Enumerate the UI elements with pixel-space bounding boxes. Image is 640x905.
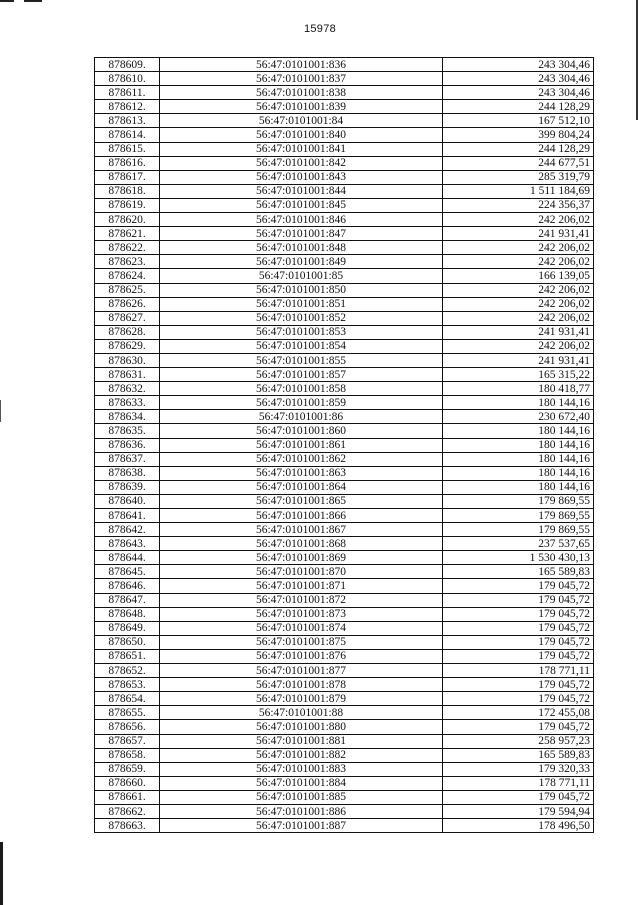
cadastral-number-cell: 56:47:0101001:858 bbox=[160, 382, 443, 396]
row-number-cell: 878611. bbox=[95, 86, 160, 100]
cadastral-number-cell: 56:47:0101001:863 bbox=[160, 466, 443, 480]
table-row bbox=[95, 227, 594, 241]
table-row bbox=[95, 368, 594, 382]
table-row bbox=[95, 325, 594, 339]
table-row bbox=[95, 509, 594, 523]
table-row bbox=[95, 621, 594, 635]
cadastral-value-cell: 180 418,77 bbox=[443, 382, 594, 396]
cadastral-value-cell: 172 455,08 bbox=[443, 706, 594, 720]
cadastral-value-cell: 180 144,16 bbox=[443, 466, 594, 480]
row-number-cell: 878638. bbox=[95, 466, 160, 480]
cadastral-number-cell: 56:47:0101001:854 bbox=[160, 339, 443, 353]
cadastral-value-cell: 166 139,05 bbox=[443, 269, 594, 283]
scan-mark-top-left-2 bbox=[24, 0, 42, 2]
row-number-cell: 878635. bbox=[95, 424, 160, 438]
table-row bbox=[95, 804, 594, 818]
row-number-cell: 878617. bbox=[95, 170, 160, 184]
cadastral-value-cell: 241 931,41 bbox=[443, 325, 594, 339]
table-row bbox=[95, 213, 594, 227]
cadastral-value-cell: 241 931,41 bbox=[443, 353, 594, 367]
scan-edge-left-lower bbox=[0, 842, 3, 905]
table-row bbox=[95, 790, 594, 804]
table-row bbox=[95, 100, 594, 114]
cadastral-number-cell: 56:47:0101001:886 bbox=[160, 804, 443, 818]
cadastral-number-cell: 56:47:0101001:885 bbox=[160, 790, 443, 804]
row-number-cell: 878657. bbox=[95, 734, 160, 748]
table-row bbox=[95, 537, 594, 551]
cadastral-number-cell: 56:47:0101001:868 bbox=[160, 537, 443, 551]
row-number-cell: 878609. bbox=[95, 58, 160, 72]
page-number: 15978 bbox=[303, 23, 337, 35]
row-number-cell: 878623. bbox=[95, 255, 160, 269]
table-row bbox=[95, 184, 594, 198]
row-number-cell: 878640. bbox=[95, 494, 160, 508]
cadastral-value-cell: 1 511 184,69 bbox=[443, 184, 594, 198]
cadastral-value-cell: 224 356,37 bbox=[443, 198, 594, 212]
row-number-cell: 878625. bbox=[95, 283, 160, 297]
table-row bbox=[95, 649, 594, 663]
row-number-cell: 878637. bbox=[95, 452, 160, 466]
cadastral-number-cell: 56:47:0101001:869 bbox=[160, 551, 443, 565]
cadastral-number-cell: 56:47:0101001:836 bbox=[160, 58, 443, 72]
table-row bbox=[95, 438, 594, 452]
table-row bbox=[95, 748, 594, 762]
cadastral-value-cell: 179 045,72 bbox=[443, 649, 594, 663]
cadastral-value-cell: 399 804,24 bbox=[443, 128, 594, 142]
cadastral-number-cell: 56:47:0101001:845 bbox=[160, 198, 443, 212]
cadastral-value-cell: 179 045,72 bbox=[443, 621, 594, 635]
table-row bbox=[95, 424, 594, 438]
cadastral-value-cell: 179 320,33 bbox=[443, 762, 594, 776]
row-number-cell: 878616. bbox=[95, 156, 160, 170]
row-number-cell: 878655. bbox=[95, 706, 160, 720]
table-row bbox=[95, 607, 594, 621]
cadastral-value-cell: 242 206,02 bbox=[443, 241, 594, 255]
row-number-cell: 878649. bbox=[95, 621, 160, 635]
table-row bbox=[95, 241, 594, 255]
cadastral-number-cell: 56:47:0101001:881 bbox=[160, 734, 443, 748]
cadastral-value-cell: 242 206,02 bbox=[443, 255, 594, 269]
cadastral-value-cell: 165 589,83 bbox=[443, 748, 594, 762]
row-number-cell: 878615. bbox=[95, 142, 160, 156]
cadastral-number-cell: 56:47:0101001:837 bbox=[160, 72, 443, 86]
cadastral-number-cell: 56:47:0101001:879 bbox=[160, 692, 443, 706]
cadastral-number-cell: 56:47:0101001:85 bbox=[160, 269, 443, 283]
cadastral-number-cell: 56:47:0101001:874 bbox=[160, 621, 443, 635]
cadastral-value-cell: 243 304,46 bbox=[443, 58, 594, 72]
table-row bbox=[95, 156, 594, 170]
cadastral-number-cell: 56:47:0101001:872 bbox=[160, 593, 443, 607]
cadastral-value-cell: 179 045,72 bbox=[443, 790, 594, 804]
table-row bbox=[95, 593, 594, 607]
table-row bbox=[95, 480, 594, 494]
row-number-cell: 878646. bbox=[95, 579, 160, 593]
cadastral-number-cell: 56:47:0101001:840 bbox=[160, 128, 443, 142]
table-row bbox=[95, 678, 594, 692]
cadastral-number-cell: 56:47:0101001:84 bbox=[160, 114, 443, 128]
table-row bbox=[95, 762, 594, 776]
cadastral-number-cell: 56:47:0101001:842 bbox=[160, 156, 443, 170]
row-number-cell: 878633. bbox=[95, 396, 160, 410]
cadastral-value-cell: 242 206,02 bbox=[443, 297, 594, 311]
cadastral-value-cell: 179 869,55 bbox=[443, 494, 594, 508]
table-row bbox=[95, 819, 594, 833]
cadastral-number-cell: 56:47:0101001:870 bbox=[160, 565, 443, 579]
cadastral-value-cell: 243 304,46 bbox=[443, 72, 594, 86]
row-number-cell: 878644. bbox=[95, 551, 160, 565]
table-row bbox=[95, 452, 594, 466]
cadastral-number-cell: 56:47:0101001:882 bbox=[160, 748, 443, 762]
table-row bbox=[95, 410, 594, 424]
row-number-cell: 878654. bbox=[95, 692, 160, 706]
cadastral-number-cell: 56:47:0101001:857 bbox=[160, 368, 443, 382]
row-number-cell: 878641. bbox=[95, 509, 160, 523]
table-row bbox=[95, 720, 594, 734]
table-row bbox=[95, 579, 594, 593]
table-row bbox=[95, 664, 594, 678]
row-number-cell: 878626. bbox=[95, 297, 160, 311]
table-row bbox=[95, 353, 594, 367]
row-number-cell: 878613. bbox=[95, 114, 160, 128]
row-number-cell: 878630. bbox=[95, 353, 160, 367]
cadastral-value-cell: 179 045,72 bbox=[443, 579, 594, 593]
row-number-cell: 878645. bbox=[95, 565, 160, 579]
row-number-cell: 878632. bbox=[95, 382, 160, 396]
cadastral-number-cell: 56:47:0101001:841 bbox=[160, 142, 443, 156]
row-number-cell: 878652. bbox=[95, 664, 160, 678]
row-number-cell: 878653. bbox=[95, 678, 160, 692]
cadastral-value-cell: 237 537,65 bbox=[443, 537, 594, 551]
table-row bbox=[95, 523, 594, 537]
row-number-cell: 878612. bbox=[95, 100, 160, 114]
cadastral-number-cell: 56:47:0101001:850 bbox=[160, 283, 443, 297]
cadastral-number-cell: 56:47:0101001:878 bbox=[160, 678, 443, 692]
cadastral-value-cell: 242 206,02 bbox=[443, 339, 594, 353]
cadastral-value-cell: 180 144,16 bbox=[443, 396, 594, 410]
cadastral-value-cell: 244 128,29 bbox=[443, 100, 594, 114]
cadastral-value-cell: 179 045,72 bbox=[443, 635, 594, 649]
cadastral-number-cell: 56:47:0101001:838 bbox=[160, 86, 443, 100]
row-number-cell: 878620. bbox=[95, 213, 160, 227]
scan-mark-top-left bbox=[0, 0, 14, 2]
table-row bbox=[95, 198, 594, 212]
row-number-cell: 878628. bbox=[95, 325, 160, 339]
cadastral-value-cell: 179 869,55 bbox=[443, 523, 594, 537]
cadastral-number-cell: 56:47:0101001:855 bbox=[160, 353, 443, 367]
cadastral-value-cell: 243 304,46 bbox=[443, 86, 594, 100]
row-number-cell: 878656. bbox=[95, 720, 160, 734]
row-number-cell: 878614. bbox=[95, 128, 160, 142]
cadastral-value-cell: 179 594,94 bbox=[443, 804, 594, 818]
cadastral-value-cell: 230 672,40 bbox=[443, 410, 594, 424]
cadastral-value-cell: 244 128,29 bbox=[443, 142, 594, 156]
cadastral-value-cell: 180 144,16 bbox=[443, 480, 594, 494]
cadastral-number-cell: 56:47:0101001:849 bbox=[160, 255, 443, 269]
cadastral-number-cell: 56:47:0101001:843 bbox=[160, 170, 443, 184]
table-row bbox=[95, 58, 594, 72]
table-row bbox=[95, 565, 594, 579]
table-row bbox=[95, 86, 594, 100]
table-row bbox=[95, 382, 594, 396]
cadastral-number-cell: 56:47:0101001:862 bbox=[160, 452, 443, 466]
table-row bbox=[95, 551, 594, 565]
cadastral-number-cell: 56:47:0101001:844 bbox=[160, 184, 443, 198]
table-row bbox=[95, 339, 594, 353]
cadastral-number-cell: 56:47:0101001:853 bbox=[160, 325, 443, 339]
cadastral-number-cell: 56:47:0101001:846 bbox=[160, 213, 443, 227]
cadastral-number-cell: 56:47:0101001:877 bbox=[160, 664, 443, 678]
row-number-cell: 878619. bbox=[95, 198, 160, 212]
cadastral-number-cell: 56:47:0101001:861 bbox=[160, 438, 443, 452]
cadastral-number-cell: 56:47:0101001:860 bbox=[160, 424, 443, 438]
cadastral-value-cell: 179 045,72 bbox=[443, 607, 594, 621]
cadastral-value-cell: 165 315,22 bbox=[443, 368, 594, 382]
cadastral-value-cell: 178 771,11 bbox=[443, 776, 594, 790]
cadastral-number-cell: 56:47:0101001:873 bbox=[160, 607, 443, 621]
cadastral-number-cell: 56:47:0101001:851 bbox=[160, 297, 443, 311]
cadastral-number-cell: 56:47:0101001:880 bbox=[160, 720, 443, 734]
cadastral-value-table bbox=[94, 57, 594, 833]
row-number-cell: 878624. bbox=[95, 269, 160, 283]
table-row bbox=[95, 269, 594, 283]
cadastral-number-cell: 56:47:0101001:871 bbox=[160, 579, 443, 593]
row-number-cell: 878647. bbox=[95, 593, 160, 607]
cadastral-value-cell: 179 869,55 bbox=[443, 509, 594, 523]
cadastral-value-cell: 179 045,72 bbox=[443, 692, 594, 706]
table-row bbox=[95, 692, 594, 706]
cadastral-number-cell: 56:47:0101001:88 bbox=[160, 706, 443, 720]
cadastral-value-cell: 241 931,41 bbox=[443, 227, 594, 241]
row-number-cell: 878610. bbox=[95, 72, 160, 86]
row-number-cell: 878643. bbox=[95, 537, 160, 551]
cadastral-value-cell: 179 045,72 bbox=[443, 678, 594, 692]
row-number-cell: 878618. bbox=[95, 184, 160, 198]
row-number-cell: 878648. bbox=[95, 607, 160, 621]
cadastral-number-cell: 56:47:0101001:859 bbox=[160, 396, 443, 410]
table-row bbox=[95, 396, 594, 410]
row-number-cell: 878661. bbox=[95, 790, 160, 804]
table-row bbox=[95, 72, 594, 86]
cadastral-number-cell: 56:47:0101001:848 bbox=[160, 241, 443, 255]
cadastral-value-cell: 178 496,50 bbox=[443, 819, 594, 833]
cadastral-value-cell: 242 206,02 bbox=[443, 213, 594, 227]
cadastral-number-cell: 56:47:0101001:883 bbox=[160, 762, 443, 776]
table-row bbox=[95, 776, 594, 790]
cadastral-number-cell: 56:47:0101001:866 bbox=[160, 509, 443, 523]
table-row bbox=[95, 706, 594, 720]
row-number-cell: 878659. bbox=[95, 762, 160, 776]
cadastral-value-cell: 180 144,16 bbox=[443, 438, 594, 452]
cadastral-value-cell: 1 530 430,13 bbox=[443, 551, 594, 565]
table-body bbox=[95, 58, 594, 833]
cadastral-value-cell: 167 512,10 bbox=[443, 114, 594, 128]
cadastral-number-cell: 56:47:0101001:839 bbox=[160, 100, 443, 114]
table-row bbox=[95, 466, 594, 480]
table-row bbox=[95, 283, 594, 297]
row-number-cell: 878663. bbox=[95, 819, 160, 833]
cadastral-value-cell: 258 957,23 bbox=[443, 734, 594, 748]
cadastral-number-cell: 56:47:0101001:864 bbox=[160, 480, 443, 494]
cadastral-value-cell: 244 677,51 bbox=[443, 156, 594, 170]
table-row bbox=[95, 734, 594, 748]
row-number-cell: 878636. bbox=[95, 438, 160, 452]
table-row bbox=[95, 170, 594, 184]
cadastral-number-cell: 56:47:0101001:887 bbox=[160, 819, 443, 833]
cadastral-value-cell: 242 206,02 bbox=[443, 283, 594, 297]
row-number-cell: 878631. bbox=[95, 368, 160, 382]
table-row bbox=[95, 635, 594, 649]
table-row bbox=[95, 311, 594, 325]
cadastral-value-cell: 242 206,02 bbox=[443, 311, 594, 325]
cadastral-value-cell: 180 144,16 bbox=[443, 452, 594, 466]
cadastral-number-cell: 56:47:0101001:865 bbox=[160, 494, 443, 508]
row-number-cell: 878622. bbox=[95, 241, 160, 255]
table-row bbox=[95, 494, 594, 508]
row-number-cell: 878651. bbox=[95, 649, 160, 663]
table-row bbox=[95, 255, 594, 269]
cadastral-number-cell: 56:47:0101001:875 bbox=[160, 635, 443, 649]
table-row bbox=[95, 297, 594, 311]
cadastral-number-cell: 56:47:0101001:847 bbox=[160, 227, 443, 241]
row-number-cell: 878660. bbox=[95, 776, 160, 790]
cadastral-number-cell: 56:47:0101001:884 bbox=[160, 776, 443, 790]
row-number-cell: 878627. bbox=[95, 311, 160, 325]
row-number-cell: 878629. bbox=[95, 339, 160, 353]
scan-edge-right bbox=[636, 0, 638, 120]
scan-edge-left-upper bbox=[0, 400, 1, 422]
cadastral-value-cell: 165 589,83 bbox=[443, 565, 594, 579]
row-number-cell: 878639. bbox=[95, 480, 160, 494]
row-number-cell: 878650. bbox=[95, 635, 160, 649]
table-row bbox=[95, 128, 594, 142]
row-number-cell: 878658. bbox=[95, 748, 160, 762]
table-row bbox=[95, 114, 594, 128]
row-number-cell: 878662. bbox=[95, 804, 160, 818]
cadastral-number-cell: 56:47:0101001:852 bbox=[160, 311, 443, 325]
row-number-cell: 878621. bbox=[95, 227, 160, 241]
table-row bbox=[95, 142, 594, 156]
cadastral-value-cell: 179 045,72 bbox=[443, 720, 594, 734]
cadastral-number-cell: 56:47:0101001:876 bbox=[160, 649, 443, 663]
row-number-cell: 878634. bbox=[95, 410, 160, 424]
cadastral-number-cell: 56:47:0101001:867 bbox=[160, 523, 443, 537]
row-number-cell: 878642. bbox=[95, 523, 160, 537]
cadastral-value-cell: 180 144,16 bbox=[443, 424, 594, 438]
cadastral-value-cell: 285 319,79 bbox=[443, 170, 594, 184]
cadastral-value-cell: 179 045,72 bbox=[443, 593, 594, 607]
cadastral-number-cell: 56:47:0101001:86 bbox=[160, 410, 443, 424]
cadastral-value-cell: 178 771,11 bbox=[443, 664, 594, 678]
